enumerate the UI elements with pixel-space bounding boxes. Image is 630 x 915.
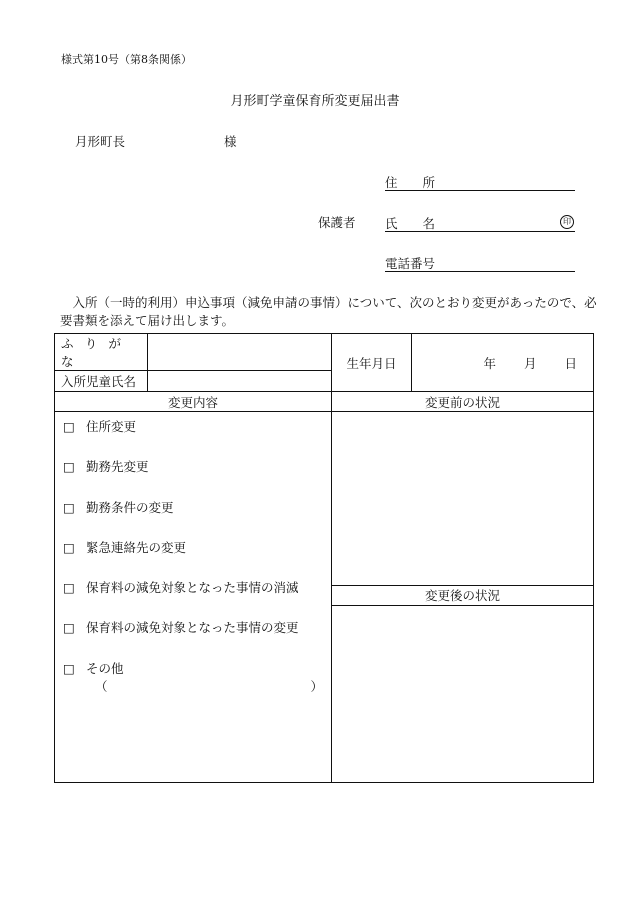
- child-name-field[interactable]: [148, 371, 332, 392]
- furigana-field[interactable]: [148, 334, 332, 371]
- intro-text: 入所（一時的利用）申込事項（減免申請の事情）について、次のとおり変更があったので、必要書類を添えて届け出します。: [60, 295, 597, 328]
- form-number: 様式第10号（第8条関係）: [61, 53, 192, 66]
- item-address-change[interactable]: □ 住所変更: [63, 419, 137, 434]
- day-label: 日: [564, 355, 577, 371]
- name-line[interactable]: [385, 214, 575, 232]
- dob-label: 生年月日: [332, 334, 412, 392]
- item-work-conditions-change[interactable]: □ 勤務条件の変更: [63, 500, 174, 515]
- address-line[interactable]: [385, 173, 575, 191]
- checkbox[interactable]: □: [63, 459, 75, 474]
- open-paren: （: [95, 679, 108, 694]
- addressee: 月形町長: [75, 134, 126, 149]
- after-status-header: 変更後の状況: [332, 585, 593, 606]
- other-details-field[interactable]: [95, 677, 323, 695]
- guardian-label: 保護者: [318, 215, 356, 230]
- checkbox[interactable]: □: [63, 419, 75, 434]
- change-items-cell: [55, 412, 332, 783]
- checkbox[interactable]: □: [63, 540, 75, 555]
- change-form-table: [54, 333, 594, 783]
- item-reduction-reason-ended[interactable]: □ 保育料の減免対象となった事情の消滅: [63, 580, 299, 595]
- child-name-label: 入所児童氏名: [55, 371, 148, 392]
- checkbox[interactable]: □: [63, 580, 75, 595]
- status-cell: [332, 412, 594, 783]
- before-status-header: 変更前の状況: [332, 392, 594, 412]
- item-reduction-reason-changed[interactable]: □ 保育料の減免対象となった事情の変更: [63, 620, 299, 635]
- furigana-label: ふりがな: [55, 334, 148, 371]
- item-emergency-contact-change[interactable]: □ 緊急連絡先の変更: [63, 540, 187, 555]
- year-label: 年: [483, 355, 496, 371]
- before-status-field[interactable]: [332, 412, 593, 585]
- checkbox[interactable]: □: [63, 620, 75, 635]
- item-workplace-change[interactable]: □ 勤務先変更: [63, 459, 149, 474]
- address-label: 住 所: [385, 175, 436, 190]
- seal-mark: 印: [560, 215, 574, 229]
- month-label: 月: [523, 355, 537, 371]
- document-title: 月形町学童保育所変更届出書: [230, 94, 400, 109]
- checkbox[interactable]: □: [63, 500, 75, 515]
- item-other[interactable]: □ その他: [63, 661, 124, 676]
- phone-line[interactable]: [385, 254, 575, 272]
- phone-label: 電話番号: [385, 256, 436, 271]
- dob-field[interactable]: [412, 334, 594, 392]
- close-paren: ）: [310, 679, 323, 694]
- change-content-header: 変更内容: [55, 392, 332, 412]
- honorific: 様: [224, 134, 237, 149]
- name-label: 氏 名: [385, 216, 436, 231]
- checkbox[interactable]: □: [63, 661, 75, 676]
